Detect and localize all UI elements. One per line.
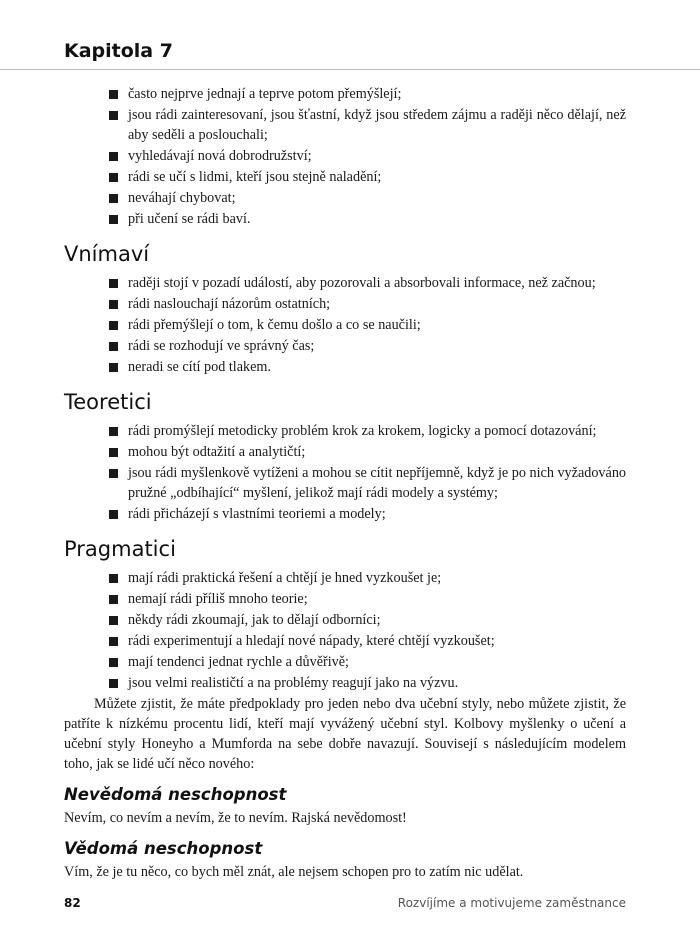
list-item: někdy rádi zkoumají, jak to dělají odborníci; <box>64 610 626 630</box>
list-item: rádi přemýšlejí o tom, k čemu došlo a co se naučili; <box>64 315 626 335</box>
list-item: raději stojí v pozadí událostí, aby pozorovali a absorbovali informace, než začnou; <box>64 273 626 293</box>
square-bullet-icon <box>109 510 118 519</box>
square-bullet-icon <box>109 90 118 99</box>
list-item: mají rádi praktická řešení a chtějí je hned vyzkoušet je; <box>64 568 626 588</box>
body-paragraph: Můžete zjistit, že máte předpoklady pro jeden nebo dva učební styly, nebo můžete zjistit, že patříte k nízkému procentu lidí, kteří mají vyvážený učební styl. Kolbovy myšlenky o učení a učební styly Honeyho a Mumforda na sebe dobře navazují. Souvisejí s následujícím modelem toho, jak se lidé učí něco nového: <box>64 696 626 772</box>
list-item: rádi promýšlejí metodicky problém krok za krokem, logicky a pomocí dotazování; <box>64 421 626 441</box>
square-bullet-icon <box>109 342 118 351</box>
square-bullet-icon <box>109 448 118 457</box>
square-bullet-icon <box>109 679 118 688</box>
square-bullet-icon <box>109 215 118 224</box>
list-item: rádi experimentují a hledají nové nápady, které chtějí vyzkoušet; <box>64 631 626 651</box>
square-bullet-icon <box>109 595 118 604</box>
square-bullet-icon <box>109 363 118 372</box>
page-body <box>64 84 626 882</box>
square-bullet-icon <box>109 111 118 120</box>
subsection-text: Vím, že je tu něco, co bych měl znát, ale nejsem schopen pro to zatím nic udělat. <box>64 864 524 880</box>
list-item: rádi se rozhodují ve správný čas; <box>64 336 626 356</box>
square-bullet-icon <box>109 469 118 478</box>
vnimavi-bullet-list <box>64 273 626 377</box>
section-heading-pragmatici: Pragmatici <box>64 537 176 561</box>
square-bullet-icon <box>109 658 118 667</box>
list-item: rádi se učí s lidmi, kteří jsou stejně naladění; <box>64 167 626 187</box>
list-item: při učení se rádi baví. <box>64 209 626 229</box>
intro-bullet-list <box>64 84 626 229</box>
list-item: nemají rádi příliš mnoho teorie; <box>64 589 626 609</box>
section-heading-teoretici: Teoretici <box>64 390 152 414</box>
list-item: jsou rádi zainteresovaní, jsou šťastní, když jsou středem zájmu a raději něco dělají, než aby seděli a poslouchali; <box>64 105 626 145</box>
section-heading-vnimavi: Vnímaví <box>64 242 150 266</box>
square-bullet-icon <box>109 279 118 288</box>
list-item: rádi přicházejí s vlastními teoriemi a modely; <box>64 504 626 524</box>
square-bullet-icon <box>109 173 118 182</box>
square-bullet-icon <box>109 194 118 203</box>
header-divider <box>0 69 700 70</box>
list-item: rádi naslouchají názorům ostatních; <box>64 294 626 314</box>
square-bullet-icon <box>109 152 118 161</box>
running-footer-title: Rozvíjíme a motivujeme zaměstnance <box>397 896 626 910</box>
subheading-nevedoma-neschopnost: Nevědomá neschopnost <box>64 785 287 804</box>
square-bullet-icon <box>109 574 118 583</box>
square-bullet-icon <box>109 427 118 436</box>
list-item: neradi se cítí pod tlakem. <box>64 357 626 377</box>
square-bullet-icon <box>109 300 118 309</box>
chapter-heading: Kapitola 7 <box>64 40 173 62</box>
pragmatici-bullet-list <box>64 568 626 693</box>
list-item: mohou být odtažití a analytičtí; <box>64 442 626 462</box>
square-bullet-icon <box>109 616 118 625</box>
teoretici-bullet-list <box>64 421 626 524</box>
square-bullet-icon <box>109 637 118 646</box>
subheading-vedoma-neschopnost: Vědomá neschopnost <box>64 839 263 858</box>
subsection-text: Nevím, co nevím a nevím, že to nevím. Rajská nevědomost! <box>64 810 407 826</box>
page-number: 82 <box>64 896 81 910</box>
square-bullet-icon <box>109 321 118 330</box>
list-item: často nejprve jednají a teprve potom přemýšlejí; <box>64 84 626 104</box>
list-item: mají tendenci jednat rychle a důvěřivě; <box>64 652 626 672</box>
list-item: jsou velmi realističtí a na problémy reagují jako na výzvu. <box>64 673 626 693</box>
list-item: jsou rádi myšlenkově vytíženi a mohou se cítit nepříjemně, když je po nich vyžadováno pružné „odbíhající“ myšlení, jelikož mají rádi modely a systémy; <box>64 463 626 503</box>
list-item: vyhledávají nová dobrodružství; <box>64 146 626 166</box>
list-item: neváhají chybovat; <box>64 188 626 208</box>
